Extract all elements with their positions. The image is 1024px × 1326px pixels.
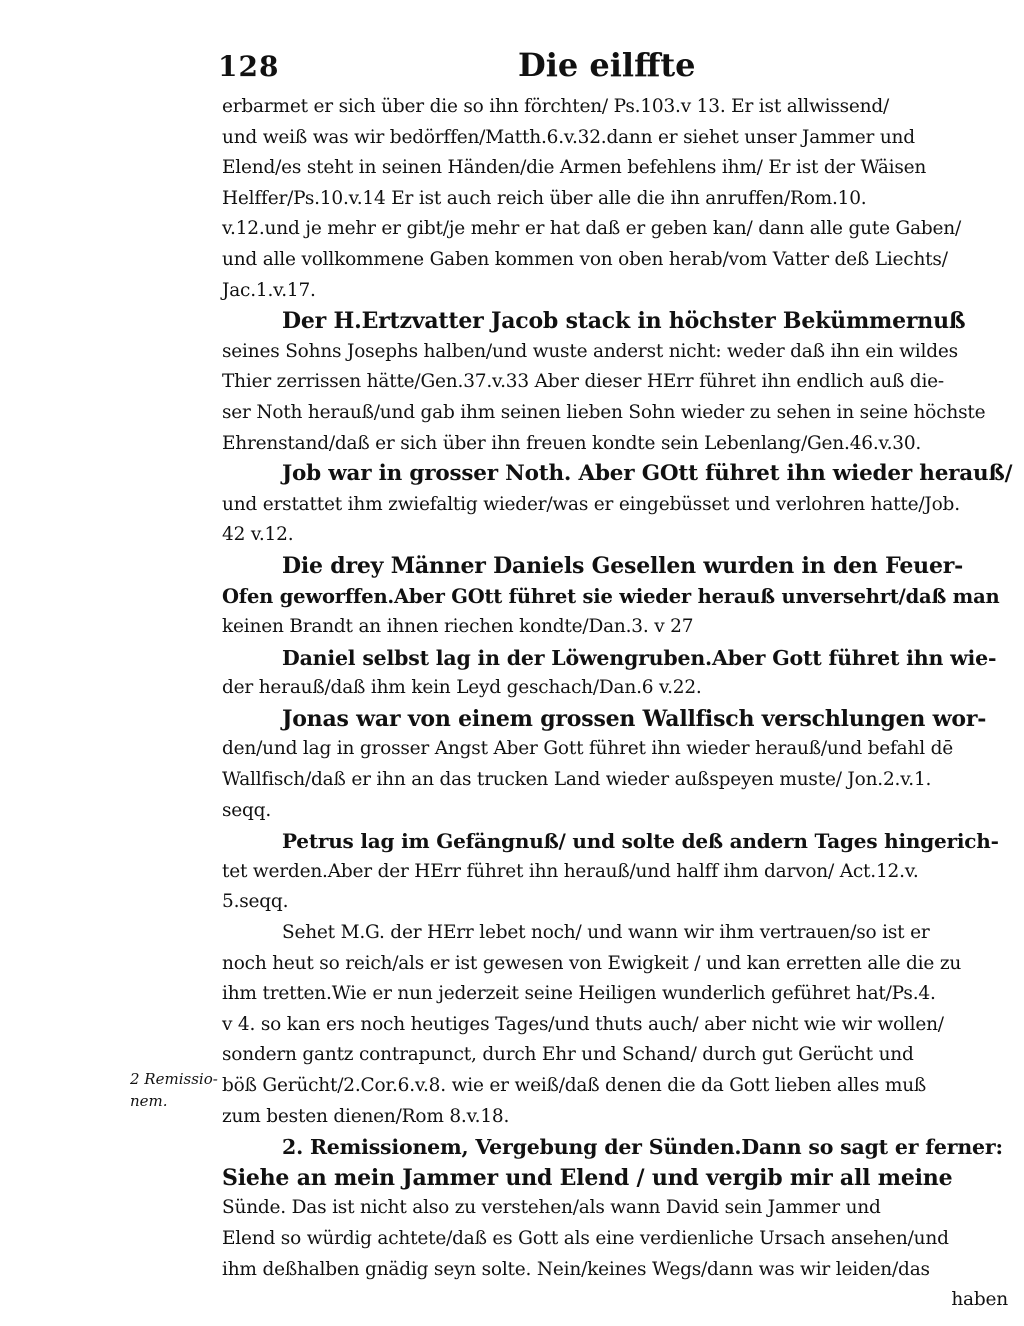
- text-line: böß Gerücht/2.Cor.6.v.8. wie er weiß/daß denen die da Gott lieben alles muß: [222, 1075, 927, 1096]
- marginal-note-line: 2 Remissio-: [130, 1070, 218, 1088]
- text-line: Helffer/Ps.10.v.14 Er ist auch reich über alle die ihn anruffen/Rom.10.: [222, 187, 867, 209]
- text-line: ihm tretten.Wie er nun jederzeit seine Heiligen wunderlich geführet hat/Ps.4.: [222, 983, 936, 1005]
- text-line: sondern gantz contrapunct, durch Ehr und Schand/ durch gut Gerücht und: [222, 1044, 914, 1066]
- text-line: Sehet M.G. der HErr lebet noch/ und wann wir ihm vertrauen/so ist er: [282, 922, 930, 944]
- text-line: und erstattet ihm zwiefaltig wieder/was er eingebüsset und verlohren hatte/Job.: [222, 493, 960, 515]
- text-line: Sünde. Das ist nicht also zu verstehen/als wann David sein Jammer und: [222, 1197, 881, 1219]
- text-line: Jonas war von einem grossen Wallfisch verschlungen wor-: [282, 705, 987, 732]
- running-head: Die eilffte: [518, 46, 696, 84]
- text-line: tet werden.Aber der HErr führet ihn herauß/und halff ihm darvon/ Act.12.v.: [222, 860, 919, 882]
- text-line: Job war in grosser Noth. Aber GOtt führet ihn wieder herauß/: [282, 461, 1013, 487]
- text-line: 5.seqq.: [222, 891, 289, 913]
- text-line: noch heut so reich/als er ist gewesen von Ewigkeit / und kan erretten alle die zu: [222, 952, 962, 974]
- text-line: Ofen geworffen.Aber GOtt führet sie wieder herauß unversehrt/daß man: [222, 584, 1000, 608]
- catchword: haben: [951, 1289, 1008, 1311]
- page-number: 128: [218, 50, 280, 83]
- text-line: und weiß was wir bedörffen/Matth.6.v.32.dann er siehet unser Jammer und: [222, 126, 915, 148]
- text-line: seqq.: [222, 799, 272, 821]
- text-line: Jac.1.v.17.: [222, 279, 316, 301]
- text-line: ser Noth herauß/und gab ihm seinen lieben Sohn wieder zu sehen in seine höchste: [222, 401, 986, 423]
- text-line: Elend/es steht in seinen Händen/die Armen befehlens ihm/ Er ist der Wäisen: [222, 157, 927, 179]
- page-header: [218, 46, 696, 96]
- text-line: v 4. so kan ers noch heutiges Tages/und thuts auch/ aber nicht wie wir wollen/: [222, 1013, 944, 1035]
- text-line: Wallfisch/daß er ihn an das trucken Land wieder außspeyen muste/ Jon.2.v.1.: [222, 769, 932, 791]
- body-text: [222, 92, 1012, 1316]
- marginal-note: [130, 1068, 230, 1112]
- text-line: Daniel selbst lag in der Löwengruben.Aber Gott führet ihn wie-: [282, 645, 997, 670]
- text-line: Elend so würdig achtete/daß es Gott als eine verdienliche Ursach ansehen/und: [222, 1227, 949, 1249]
- text-line: ihm deßhalben gnädig seyn solte. Nein/keines Wegs/dann was wir leiden/das: [222, 1258, 930, 1280]
- text-line: 2. Remissionem, Vergebung der Sünden.Dann so sagt er ferner:: [282, 1135, 1003, 1160]
- text-line: keinen Brandt an ihnen riechen kondte/Dan.3. v 27: [222, 616, 694, 638]
- text-line: Die drey Männer Daniels Gesellen wurden in den Feuer-: [282, 552, 964, 579]
- text-line: Siehe an mein Jammer und Elend / und vergib mir all meine: [222, 1164, 953, 1191]
- text-line: v.12.und je mehr er gibt/je mehr er hat daß er geben kan/ dann alle gute Gaben/: [222, 218, 962, 240]
- text-line: der herauß/daß ihm kein Leyd geschach/Dan.6 v.22.: [222, 677, 702, 699]
- text-line: Thier zerrissen hätte/Gen.37.v.33 Aber dieser HErr führet ihn endlich auß die-: [222, 371, 944, 393]
- text-line: zum besten dienen/Rom 8.v.18.: [222, 1105, 510, 1127]
- text-line: Der H.Ertzvatter Jacob stack in höchster Bekümmernuß: [282, 308, 966, 335]
- text-line: und alle vollkommene Gaben kommen von oben herab/vom Vatter deß Liechts/: [222, 248, 948, 270]
- text-line: erbarmet er sich über die so ihn förchten/ Ps.103.v 13. Er ist allwissend/: [222, 96, 890, 117]
- text-line: Ehrenstand/daß er sich über ihn freuen kondte sein Lebenlang/Gen.46.v.30.: [222, 432, 922, 454]
- marginal-note-line: nem.: [130, 1092, 168, 1110]
- text-line: 42 v.12.: [222, 524, 294, 546]
- text-line: den/und lag in grosser Angst Aber Gott führet ihn wieder herauß/und befahl dē: [222, 738, 954, 760]
- text-line: seines Sohns Josephs halben/und wuste anderst nicht: weder daß ihn ein wildes: [222, 340, 958, 362]
- text-line: Petrus lag im Gefängnuß/ und solte deß andern Tages hingerich-: [282, 829, 999, 854]
